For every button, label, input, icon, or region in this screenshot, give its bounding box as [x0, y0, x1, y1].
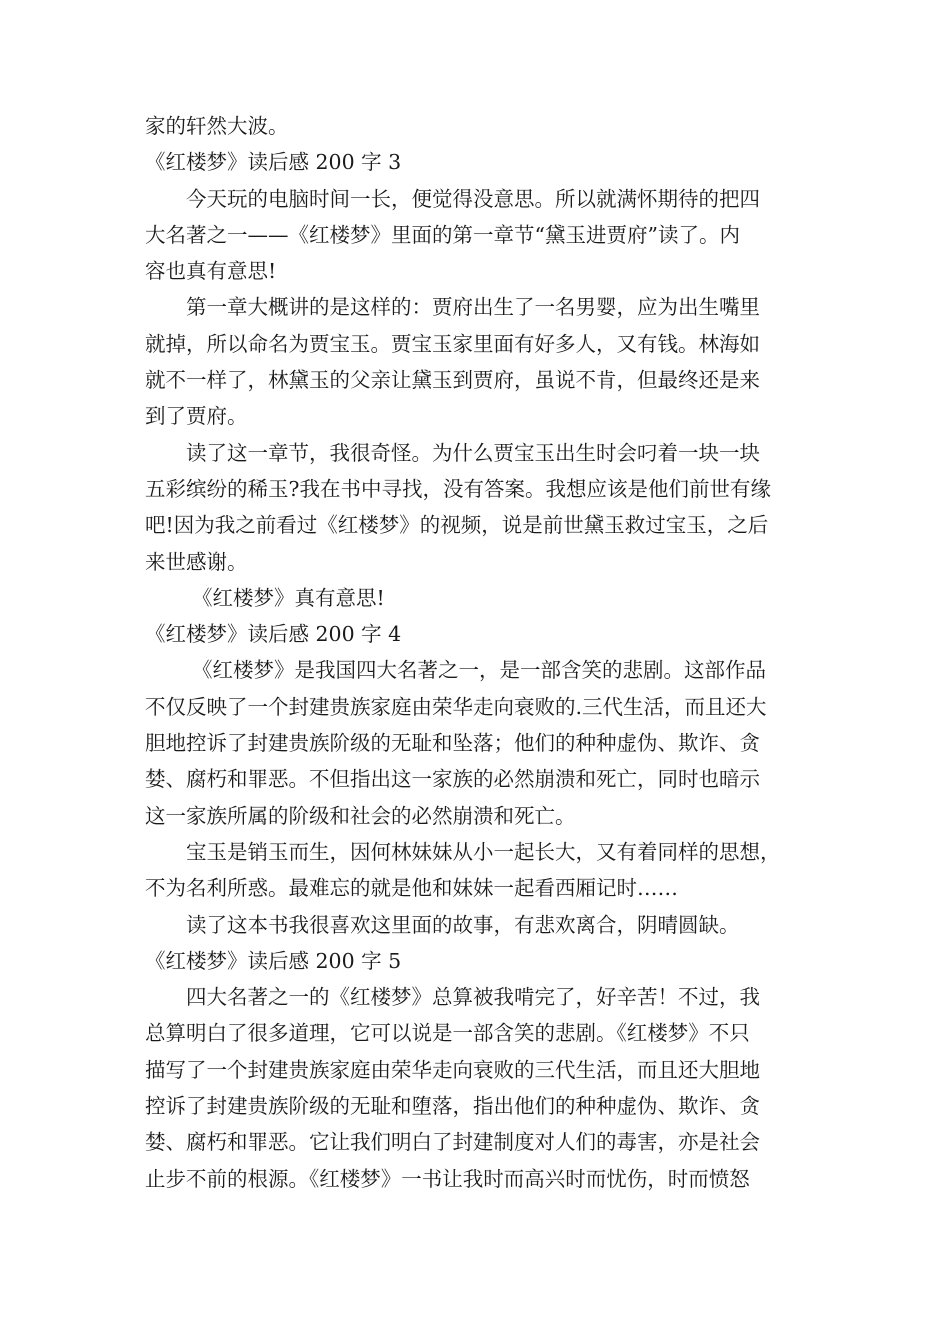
text-line: 《红楼梦》是我国四大名著之一，是一部含笑的悲剧。这部作品	[192, 658, 766, 683]
text-line: 容也真有意思!	[145, 259, 277, 284]
text-line: 《红楼梦》真有意思!	[192, 585, 385, 610]
text-line: 描写了一个封建贵族家庭由荣华走向衰败的三代生活，而且还大胆地	[145, 1057, 760, 1082]
text-line: 不为名利所惑。最难忘的就是他和妹妹一起看西厢记时……	[145, 876, 678, 901]
text-line: 总算明白了很多道理，它可以说是一部含笑的悲剧。《红楼梦》不只	[145, 1021, 750, 1046]
text-line: 就不一样了，林黛玉的父亲让黛玉到贾府，虽说不肯，但最终还是来	[145, 368, 760, 393]
document-page	[145, 108, 825, 1197]
text-line: 吧!因为我之前看过《红楼梦》的视频，说是前世黛玉救过宝玉，之后	[145, 513, 769, 538]
text-line: 来世感谢。	[145, 549, 248, 574]
text-line: 控诉了封建贵族阶级的无耻和堕落，指出他们的种种虚伪、欺诈、贪	[145, 1094, 760, 1119]
text-line: 四大名著之一的《红楼梦》总算被我啃完了，好辛苦！不过，我	[186, 985, 760, 1010]
section-heading: 《红楼梦》读后感 200 字 3	[145, 150, 402, 175]
text-line: 大名著之一——《红楼梦》里面的第一章节“黛玉进贾府”读了。内	[145, 222, 740, 247]
text-line: 第一章大概讲的是这样的：贾府出生了一名男婴，应为出生嘴里	[186, 295, 760, 320]
section-heading: 《红楼梦》读后感 200 字 5	[145, 948, 402, 973]
text-line: 止步不前的根源。《红楼梦》一书让我时而高兴时而忧伤，时而愤怒	[145, 1166, 750, 1191]
text-line: 婪、腐朽和罪恶。它让我们明白了封建制度对人们的毒害，亦是社会	[145, 1130, 760, 1155]
text-line: 胆地控诉了封建贵族阶级的无耻和坠落；他们的种种虚伪、欺诈、贪	[145, 731, 760, 756]
text-line: 婪、腐朽和罪恶。不但指出这一家族的必然崩溃和死亡，同时也暗示	[145, 767, 760, 792]
text-line: 不仅反映了一个封建贵族家庭由荣华走向衰败的.三代生活，而且还大	[145, 694, 767, 719]
text-line: 到了贾府。	[145, 404, 248, 429]
text-line: 家的轩然大波。	[145, 114, 289, 138]
text-line: 今天玩的电脑时间一长，便觉得没意思。所以就满怀期待的把四	[186, 186, 760, 211]
section-heading: 《红楼梦》读后感 200 字 4	[145, 622, 402, 647]
text-line: 宝玉是销玉而生，因何林妹妹从小一起长大，又有着同样的思想，	[186, 839, 781, 864]
text-line: 这一家族所属的阶级和社会的必然崩溃和死亡。	[145, 803, 576, 828]
text-line: 五彩缤纷的稀玉?我在书中寻找，没有答案。我想应该是他们前世有缘	[145, 476, 771, 501]
text-line: 读了这本书我很喜欢这里面的故事，有悲欢离合，阴晴圆缺。	[186, 912, 740, 937]
text-line: 读了这一章节，我很奇怪。为什么贾宝玉出生时会叼着一块一块	[186, 440, 760, 465]
text-line: 就掉，所以命名为贾宝玉。贾宝玉家里面有好多人，又有钱。林海如	[145, 331, 760, 356]
